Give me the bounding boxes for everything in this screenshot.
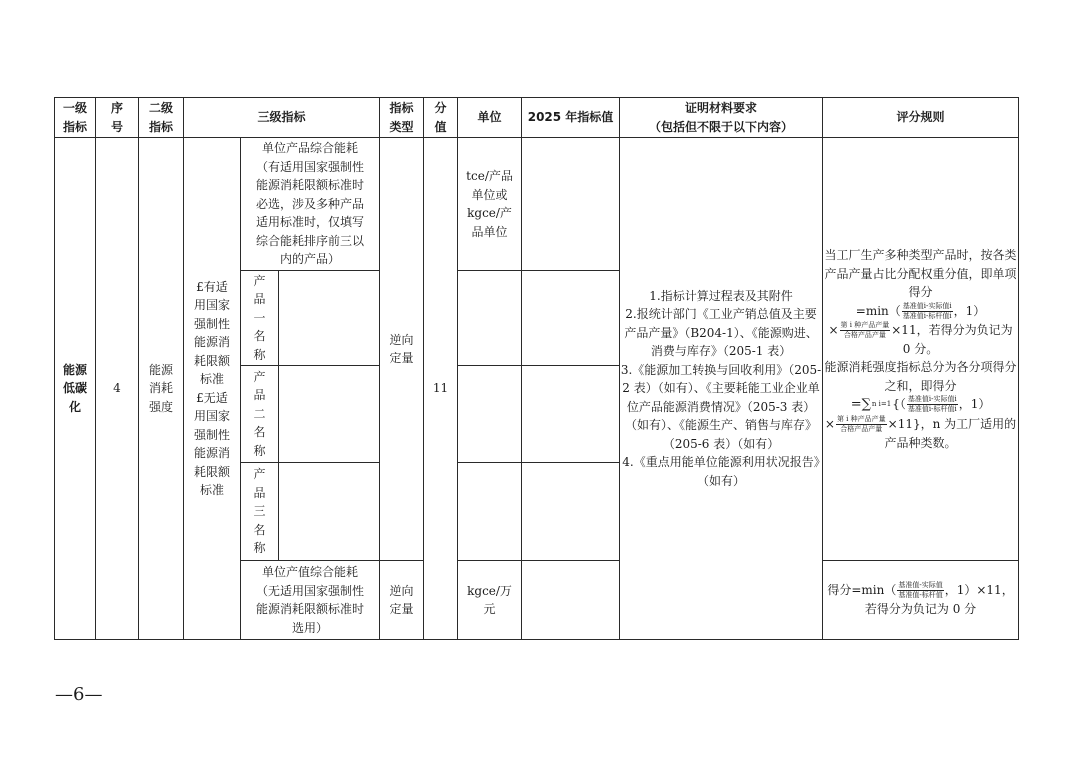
type-cell-2: 逆向 定量 (380, 561, 424, 640)
rule1-total: 能源消耗强度指标总分为各分项得分之和，即得分 (824, 360, 1017, 393)
product2-name-cell[interactable] (279, 366, 380, 463)
rule1-min-suffix: ，1） (953, 303, 986, 318)
level1-cell: 能源 低碳 化 (55, 138, 96, 640)
product1-label: 产 品 一 名 称 (241, 271, 279, 366)
sum-open: {（ (892, 397, 906, 411)
sum-limits-text: n i=1 (871, 400, 892, 408)
score-cell: 11 (424, 138, 458, 640)
header-row (55, 98, 1019, 138)
rule1-sum-weight-fraction (836, 415, 887, 434)
header-level3: 三级指标 (184, 98, 380, 138)
rule1-formula (823, 302, 1018, 321)
header-target2025: 2025 年指标值 (522, 98, 620, 138)
rule1-frac4-den: 合格产品产量 (840, 424, 883, 433)
header-score: 分 值 (424, 98, 458, 138)
rule1-frac1-den: 基准值i-标杆值i (902, 311, 952, 320)
rule1-tail1: ×11，若得分为负记为 0 分。 (891, 322, 1013, 356)
unit-cell-1: tce/产品 单位或 kgce/产 品单位 (458, 138, 522, 271)
product3-name-cell[interactable] (279, 463, 380, 561)
rule1-fraction (902, 302, 953, 321)
rule1-frac2-den: 合格产品产量 (843, 330, 886, 339)
rule-cell-2 (823, 561, 1019, 640)
rule2-frac-den: 基准值-标杆值 (898, 591, 943, 600)
product3-label: 产 品 三 名 称 (241, 463, 279, 561)
header-rule: 评分规则 (823, 98, 1019, 138)
rule-cell-1 (823, 138, 1019, 561)
product1-name-cell[interactable] (279, 271, 380, 366)
unit-cell-p3[interactable] (458, 463, 522, 561)
type-cell-1: 逆向 定量 (380, 138, 424, 561)
rule1-times2: × (824, 416, 835, 431)
rule1-min-prefix: =min（ (855, 303, 901, 318)
rule1-sum-fraction (907, 395, 958, 414)
evidence-text: 1.指标计算过程表及其附件 2.报统计部门《工业产销总值及主要产品产量》（B204-1）、《能源购进、消费与库存》（205-1 表） 3.《能源加工转换与回收利用》（205-2 表）（如有）、《主要耗能工业企业单位产品能源消费情况》（205-3 表）（如有）、《能源生产、销售与库存》（205-6 表）（如有） 4.《重点用能单位能源利用状况报告》（如有） (620, 288, 822, 488)
rule2-fraction (897, 581, 943, 600)
unit-cell-p2[interactable] (458, 366, 522, 463)
rule2-suffix: ，1）×11，若得分为负记为 0 分 (864, 583, 1014, 617)
target-cell-1[interactable] (522, 138, 620, 271)
target-cell-p1[interactable] (522, 271, 620, 366)
rule1-sum-weight (823, 415, 1018, 453)
sum-limits (872, 400, 891, 409)
seq-cell: 4 (96, 138, 139, 640)
header-type: 指标 类型 (380, 98, 424, 138)
rule1-weight-fraction (840, 321, 891, 340)
rule1-frac3-den: 基准值i-标杆值i (907, 405, 957, 413)
level2-cell: 能源 消耗 强度 (139, 138, 184, 640)
sum-symbol: =∑ (850, 397, 871, 412)
sum-mid: ，1） (958, 397, 991, 411)
target-cell-2[interactable] (522, 561, 620, 640)
rule2-frac-num: 基准值-实际值 (898, 581, 943, 590)
header-seq: 序 号 (96, 98, 139, 138)
rule1-weight (823, 321, 1018, 359)
output-energy-item: 单位产值综合能耗 （无适用国家强制性 能源消耗限额标准时 选用） (241, 561, 380, 640)
condition-cell: £有适 用国家 强制性 能源消 耗限额 标准 £无适 用国家 强制性 能源消 耗限额 标准 (184, 138, 241, 640)
header-unit: 单位 (458, 98, 522, 138)
target-cell-p3[interactable] (522, 463, 620, 561)
unit-cell-2: kgce/万 元 (458, 561, 522, 640)
header-level1: 一级 指标 (55, 98, 96, 138)
rule1-frac1-num: 基准值i-实际值i (902, 301, 952, 310)
unit-cell-p1[interactable] (458, 271, 522, 366)
rule1-intro: 当工厂生产多种类型产品时，按各类产品产量占比分配权重分值，即单项得分 (824, 248, 1017, 299)
indicator-table (54, 97, 1019, 640)
rule1-frac2-num: 第 i 种产品产量 (840, 320, 890, 329)
rule1-tail2: ×11}，n 为工厂适用的产品种类数。 (884, 416, 1017, 450)
header-level2: 二级 指标 (139, 98, 184, 138)
product-energy-item: 单位产品综合能耗 （有适用国家强制性 能源消耗限额标准时 必选，涉及多种产品 适用标准时，仅填写 综合能耗排序前三以 内的产品） (241, 138, 380, 271)
rule1-times: × (828, 322, 839, 337)
rule2-prefix: 得分=min（ (827, 583, 897, 598)
page-number: —6— (55, 684, 103, 705)
evidence-cell (620, 138, 823, 640)
rule1-frac3-num: 基准值i-实际值i (907, 395, 957, 403)
target-cell-p2[interactable] (522, 366, 620, 463)
table-row (55, 138, 1019, 271)
header-evidence: 证明材料要求 （包括但不限于以下内容） (620, 98, 823, 138)
product2-label: 产 品 二 名 称 (241, 366, 279, 463)
rule1-frac4-num: 第 i 种产品产量 (836, 414, 886, 423)
rule1-sum-formula (823, 395, 1018, 415)
